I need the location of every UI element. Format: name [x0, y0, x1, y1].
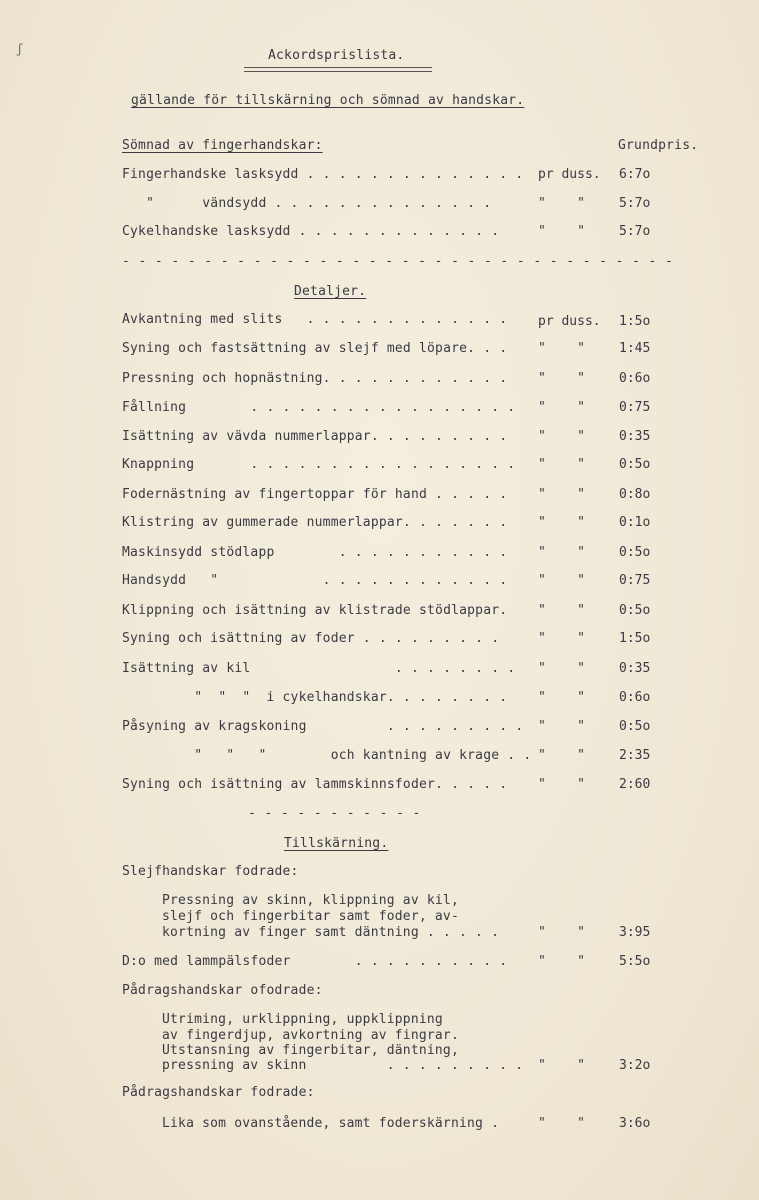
row-label: Fodernästning av fingertoppar för hand . . . . .	[122, 487, 508, 502]
row-label: " " " i cykelhandskar. . . . . . . .	[122, 690, 508, 705]
row-label: Klippning och isättning av klistrade stödlappar.	[122, 603, 508, 618]
page-subtitle: gällande för tillskärning och sömnad av handskar.	[131, 93, 525, 108]
title-double-underline	[244, 67, 432, 72]
row-unit: pr duss.	[538, 167, 601, 182]
row-label: Isättning av vävda nummerlappar. . . . . . . . .	[122, 429, 508, 444]
column-header-grundpris: Grundpris.	[618, 138, 699, 153]
row-price: 0:5o	[619, 545, 651, 560]
row-unit: " "	[538, 573, 585, 588]
row-price: 3:2o	[619, 1058, 651, 1073]
row-unit: " "	[538, 1058, 585, 1073]
row-price: 5:7o	[619, 224, 651, 239]
row-price: 0:6o	[619, 371, 651, 386]
row-unit: " "	[538, 631, 585, 646]
row-price: 0:75	[619, 400, 651, 415]
row-label: Påsyning av kragskoning . . . . . . . . .	[122, 719, 524, 734]
row-price: 1:5o	[619, 631, 651, 646]
row-unit: " "	[538, 400, 585, 415]
group-heading: Slejfhandskar fodrade:	[122, 864, 299, 879]
row-price: 0:35	[619, 661, 651, 676]
row-price: 0:35	[619, 429, 651, 444]
group-line: Pressning av skinn, klippning av kil,	[162, 893, 459, 908]
group-heading: D:o med lammpälsfoder . . . . . . . . . .	[122, 954, 508, 969]
row-label: Klistring av gummerade nummerlappar. . . . . . .	[122, 515, 508, 530]
row-unit: " "	[538, 196, 585, 211]
row-label: Fållning . . . . . . . . . . . . . . . . .	[122, 400, 516, 415]
row-unit: " "	[538, 1116, 585, 1131]
group-heading: Pådragshandskar fodrade:	[122, 1085, 315, 1100]
row-unit: " "	[538, 661, 585, 676]
page-title: Ackordsprislista.	[268, 48, 405, 63]
row-unit: " "	[538, 603, 585, 618]
row-unit: " "	[538, 748, 585, 763]
row-price: 2:60	[619, 777, 651, 792]
row-price: 5:7o	[619, 196, 651, 211]
group-line: Utriming, urklippning, uppklippning	[162, 1012, 443, 1027]
row-unit: pr duss.	[538, 314, 601, 329]
section-heading-tillskarning: Tillskärning.	[284, 836, 389, 851]
row-label: Syning och isättning av foder . . . . . . . . .	[122, 631, 500, 646]
dashed-separator: - - - - - - - - - - - - - - - - - - - - - - - - - - - - - - - - - -	[122, 254, 674, 269]
row-label: Cykelhandske lasksydd . . . . . . . . . . . . .	[122, 224, 500, 239]
group-line: Utstansning av fingerbitar, däntning,	[162, 1043, 459, 1058]
row-unit: " "	[538, 429, 585, 444]
row-price: 3:6o	[619, 1116, 651, 1131]
row-label: Maskinsydd stödlapp . . . . . . . . . . .	[122, 545, 508, 560]
row-label: " vändsydd . . . . . . . . . . . . . .	[122, 196, 492, 211]
row-price: 1:5o	[619, 314, 651, 329]
row-unit: " "	[538, 457, 585, 472]
row-price: 1:45	[619, 341, 651, 356]
row-unit: " "	[538, 545, 585, 560]
row-price: 0:8o	[619, 487, 651, 502]
row-label: Isättning av kil . . . . . . . .	[122, 661, 516, 676]
row-price: 3:95	[619, 925, 651, 940]
row-label: Avkantning med slits . . . . . . . . . . . . .	[122, 312, 508, 327]
row-label: Syning och isättning av lammskinnsfoder. . . . .	[122, 777, 508, 792]
row-label: Fingerhandske lasksydd . . . . . . . . . . . . . .	[122, 167, 524, 182]
group-line: pressning av skinn . . . . . . . . .	[162, 1058, 524, 1073]
row-unit: " "	[538, 341, 585, 356]
short-dashed-separator: - - - - - - - - - - -	[248, 806, 421, 821]
group-line: Lika som ovanstående, samt foderskärning .	[162, 1116, 500, 1131]
row-price: 0:5o	[619, 719, 651, 734]
row-unit: " "	[538, 515, 585, 530]
row-price: 0:5o	[619, 603, 651, 618]
section-heading-somnad: Sömnad av fingerhandskar:	[122, 138, 323, 153]
row-price: 0:75	[619, 573, 651, 588]
row-price: 6:7o	[619, 167, 651, 182]
row-price: 0:6o	[619, 690, 651, 705]
row-label: Handsydd " . . . . . . . . . . . .	[122, 573, 508, 588]
row-unit: " "	[538, 371, 585, 386]
group-heading: Pådragshandskar ofodrade:	[122, 983, 323, 998]
row-price: 5:5o	[619, 954, 651, 969]
row-label: Pressning och hopnästning. . . . . . . . . . . .	[122, 371, 508, 386]
group-line: kortning av finger samt däntning . . . . .	[162, 925, 500, 940]
row-unit: " "	[538, 777, 585, 792]
row-unit: " "	[538, 719, 585, 734]
row-label: " " " och kantning av krage . .	[122, 748, 532, 763]
row-unit: " "	[538, 224, 585, 239]
row-unit: " "	[538, 925, 585, 940]
row-label: Knappning . . . . . . . . . . . . . . . . .	[122, 457, 516, 472]
row-price: 2:35	[619, 748, 651, 763]
group-line: slejf och fingerbitar samt foder, av-	[162, 909, 459, 924]
row-unit: " "	[538, 954, 585, 969]
group-line: av fingerdjup, avkortning av fingrar.	[162, 1028, 459, 1043]
row-unit: " "	[538, 487, 585, 502]
margin-mark: ʃ	[16, 42, 24, 56]
row-label: Syning och fastsättning av slejf med löpare. . .	[122, 341, 508, 356]
section-heading-detaljer: Detaljer.	[294, 284, 367, 299]
row-price: 0:5o	[619, 457, 651, 472]
row-unit: " "	[538, 690, 585, 705]
row-price: 0:1o	[619, 515, 651, 530]
